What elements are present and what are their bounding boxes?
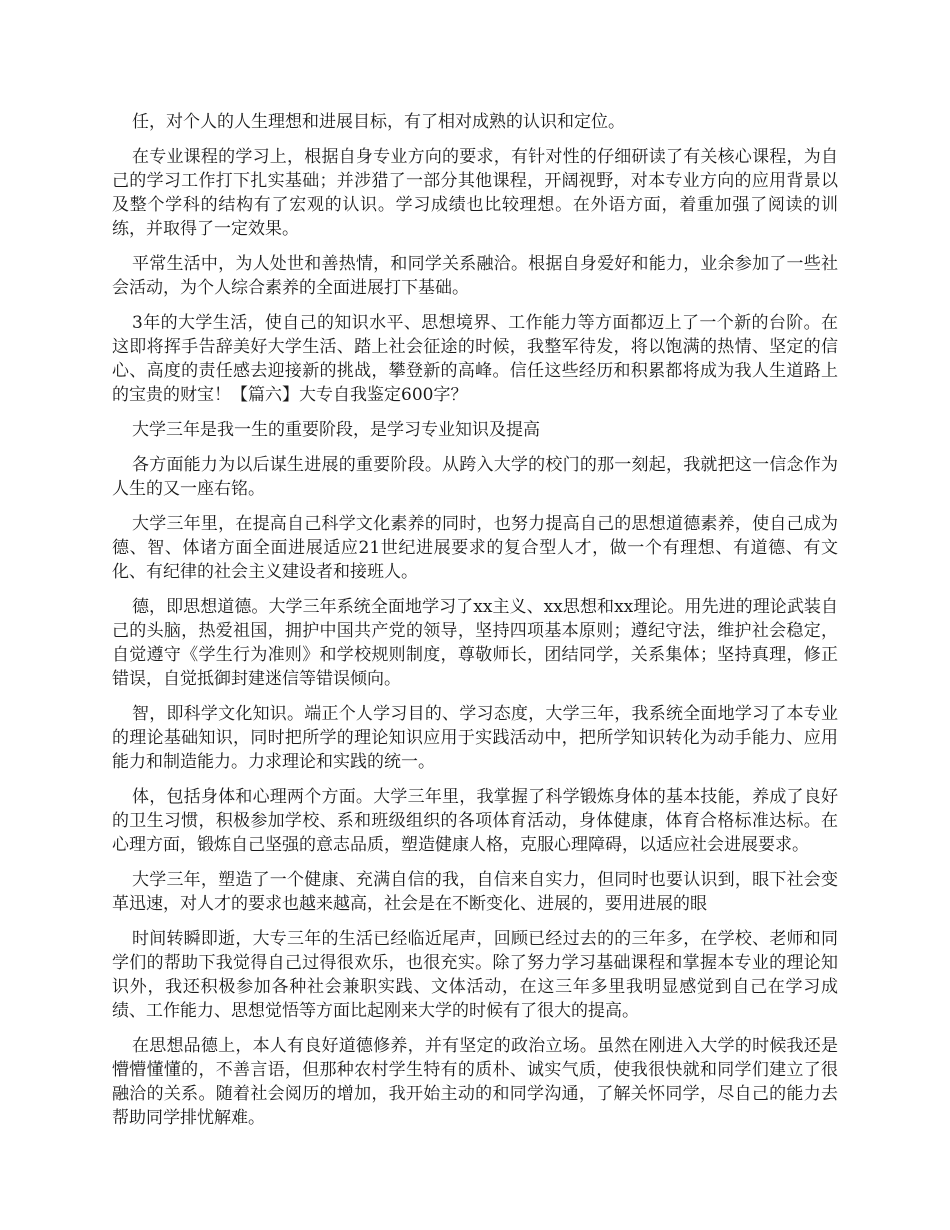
paragraph: 大学三年是我一生的重要阶段，是学习专业知识及提高 xyxy=(132,420,540,440)
paragraph: 智，即科学文化知识。端正个人学习目的、学习态度，大学三年，我系统全面地学习了本专业的理论基础知识，同时把所学的理论知识应用于实践活动中，把所学知识转化为动手能力、应用能力和制造能力。力求理论和实践的统一。 xyxy=(112,704,838,772)
paragraph: 在专业课程的学习上，根据自身专业方向的要求，有针对性的仔细研读了有关核心课程，为自己的学习工作打下扎实基础；并涉猎了一部分其他课程，开阔视野，对本专业方向的应用背景以及整个学科的结构有了宏观的认识。学习成绩也比较理想。在外语方面，着重加强了阅读的训练，并取得了一定效果。 xyxy=(112,147,838,239)
document-body xyxy=(112,110,838,1141)
paragraph: 大学三年里，在提高自己科学文化素养的同时，也努力提高自己的思想道德素养，使自己成为德、智、体诸方面全面进展适应21世纪进展要求的复合型人才，做一个有理想、有道德、有文化、有纪律的社会主义建设者和接班人。 xyxy=(112,514,838,582)
paragraph: 体，包括身体和心理两个方面。大学三年里，我掌握了科学锻炼身体的基本技能，养成了良好的卫生习惯，积极参加学校、系和班级组织的各项体育活动，身体健康，体育合格标准达标。在心理方面，锻炼自己坚强的意志品质，塑造健康人格，克服心理障碍，以适应社会进展要求。 xyxy=(112,787,838,855)
paragraph: 时间转瞬即逝，大专三年的生活已经临近尾声，回顾已经过去的的三年多，在学校、老师和同学们的帮助下我觉得自己过得很欢乐，也很充实。除了努力学习基础课程和掌握本专业的理论知识外，我还积极参加各种社会兼职实践、文体活动，在这三年多里我明显感觉到自己在学习成绩、工作能力、思想觉悟等方面比起刚来大学的时候有了很大的提高。 xyxy=(112,929,838,1021)
paragraph: 任，对个人的人生理想和进展目标，有了相对成熟的认识和定位。 xyxy=(132,112,625,132)
paragraph: 德，即思想道德。大学三年系统全面地学习了xx主义、xx思想和xx理论。用先进的理论武装自己的头脑，热爱祖国，拥护中国共产党的领导，坚持四项基本原则；遵纪守法，维护社会稳定，自觉遵守《学生行为准则》和学校规则制度，尊敬师长，团结同学，关系集体；坚持真理，修正错误，自觉抵御封建迷信等错误倾向。 xyxy=(112,597,838,689)
paragraph: 平常生活中，为人处世和善热情，和同学关系融洽。根据自身爱好和能力，业余参加了一些社会活动，为个人综合素养的全面进展打下基础。 xyxy=(112,254,838,298)
paragraph: 大学三年，塑造了一个健康、充满自信的我，自信来自实力，但同时也要认识到，眼下社会变革迅速，对人才的要求也越来越高，社会是在不断变化、进展的，要用进展的眼 xyxy=(112,870,838,914)
paragraph: 3年的大学生活，使自己的知识水平、思想境界、工作能力等方面都迈上了一个新的台阶。在这即将挥手告辞美好大学生活、踏上社会征途的时候，我整军待发，将以饱满的热情、坚定的信心、高度的责任感去迎接新的挑战，攀登新的高峰。信任这些经历和积累都将成为我人生道路上的宝贵的财宝！【篇六】大专自我鉴定600字？ xyxy=(112,313,838,405)
paragraph: 各方面能力为以后谋生进展的重要阶段。从跨入大学的校门的那一刻起，我就把这一信念作为人生的又一座右铭。 xyxy=(112,455,838,499)
paragraph: 在思想品德上，本人有良好道德修养，并有坚定的政治立场。虽然在刚进入大学的时候我还是懵懵懂懂的，不善言语，但那种农村学生特有的质朴、诚实气质，使我很快就和同学们建立了很融洽的关系。随着社会阅历的增加，我开始主动的和同学沟通，了解关怀同学，尽自己的能力去帮助同学排忧解难。 xyxy=(112,1036,838,1128)
